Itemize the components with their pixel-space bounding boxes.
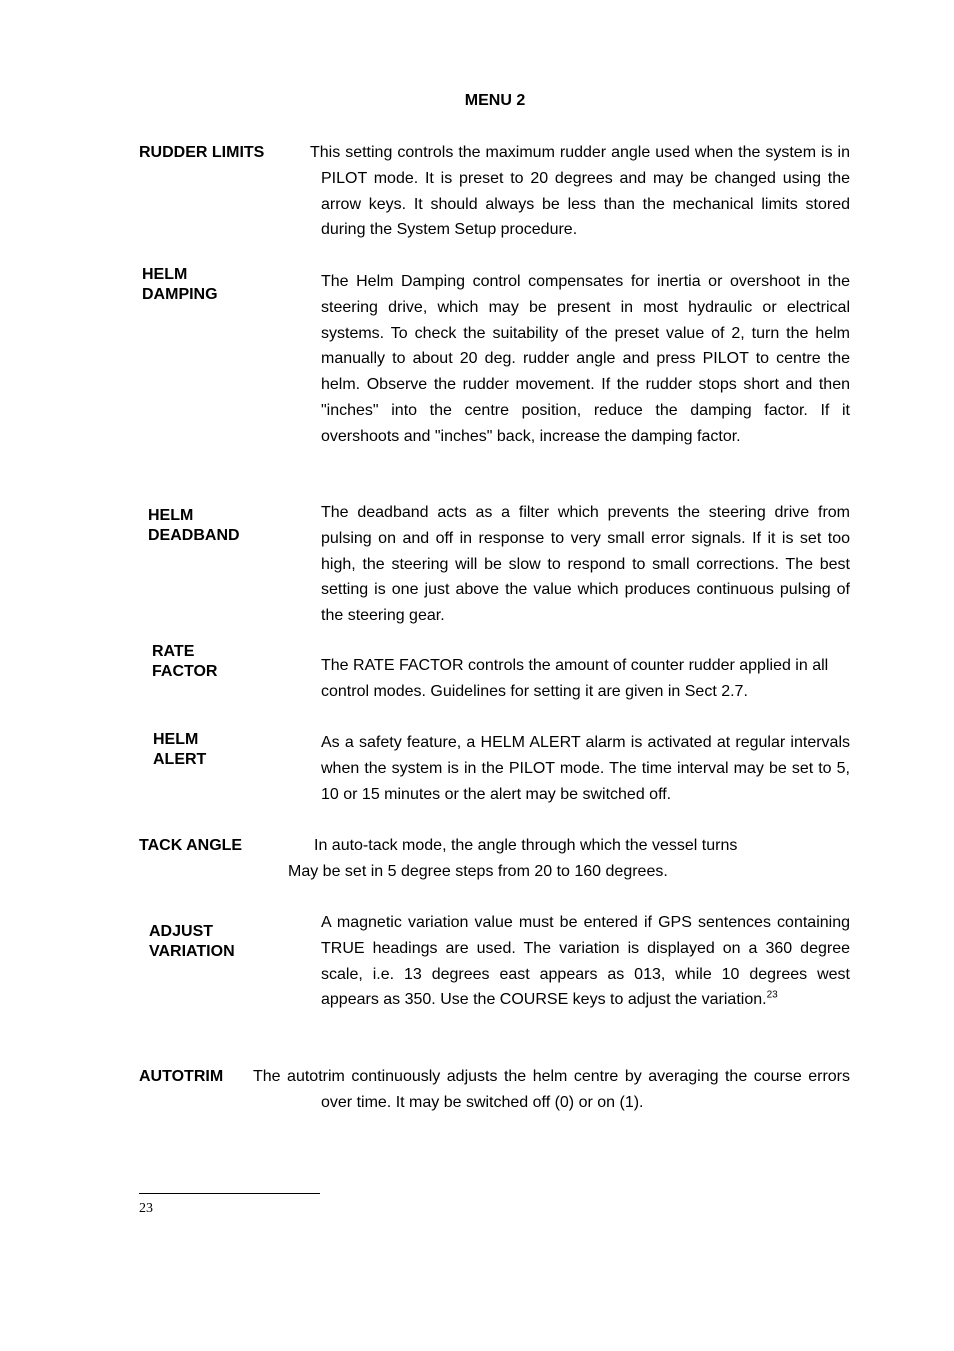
section-text-helm-alert: As a safety feature, a HELM ALERT alarm is activated at regular intervals when the system is in the PILOT mode. The time interval may be set to 5, 10 or 15 minutes or the alert may be switched off. (321, 734, 850, 803)
footnote-divider (139, 1193, 320, 1194)
section-text-helm-deadband: The deadband acts as a filter which prevents the steering drive from pulsing on and off in response to very small error signals. If it is set too high, the steering will be slow to respond to small corrections. The best setting is one just above the value which produces continuous pulsing of the steering gear. (321, 504, 850, 625)
section-label-tack-angle: TACK ANGLE (139, 837, 243, 854)
footnote-number: 23 (139, 1201, 153, 1216)
section-text-tack-angle-line2: May be set in 5 degree steps from 20 to 160 degrees. (288, 863, 668, 880)
section-text-rate-factor: The RATE FACTOR controls the amount of counter rudder applied in all control modes. Guidelines for setting it are given in Sect 2.7. (321, 657, 829, 700)
page-title: MENU 2 (464, 92, 526, 109)
section-text-rudder-limits: This setting controls the maximum rudder angle used when the system is in PILOT mode. It is preset to 20 degrees and may be changed using the arrow keys. It should always be less than the mechanical limits stored during the System Setup procedure. (310, 144, 850, 239)
section-label-rate-factor: RATE FACTOR (152, 643, 218, 680)
section-label-helm-deadband: HELM DEADBAND (148, 507, 240, 544)
section-text-helm-damping: The Helm Damping control compensates for inertia or overshoot in the steering drive, which may be present in most hydraulic or electrical systems. To check the suitability of the preset value of 2, turn the helm manually to about 20 deg. rudder angle and press PILOT to centre the helm. Observe the rudder movement. If the rudder stops short and then "inches" into the centre position, reduce the damping factor. If it overshoots and "inches" back, increase the damping factor. (321, 273, 850, 445)
section-text-adjust-variation: A magnetic variation value must be entered if GPS sentences containing TRUE headings are used. The variation is displayed on a 360 degree scale, i.e. 13 degrees east appears as 013, while 10 degrees west appears as 350. Use the COURSE keys to adjust the variation.$^{23}$ (321, 914, 850, 1009)
section-label-helm-alert: HELM ALERT (153, 731, 207, 768)
footnote-ref: 23 (766, 990, 778, 1002)
section-label-autotrim: AUTOTRIM (139, 1068, 224, 1085)
section-label-adjust-variation: ADJUST VARIATION (149, 923, 235, 960)
section-text-tack-angle-line1: In auto-tack mode, the angle through which the vessel turns (314, 837, 738, 854)
section-label-helm-damping: HELM DAMPING (142, 266, 218, 303)
section-label-rudder-limits: RUDDER LIMITS (139, 144, 265, 161)
section-text-autotrim: The autotrim continuously adjusts the helm centre by averaging the course errors over time. It may be switched off (0) or on (1). (253, 1068, 850, 1111)
